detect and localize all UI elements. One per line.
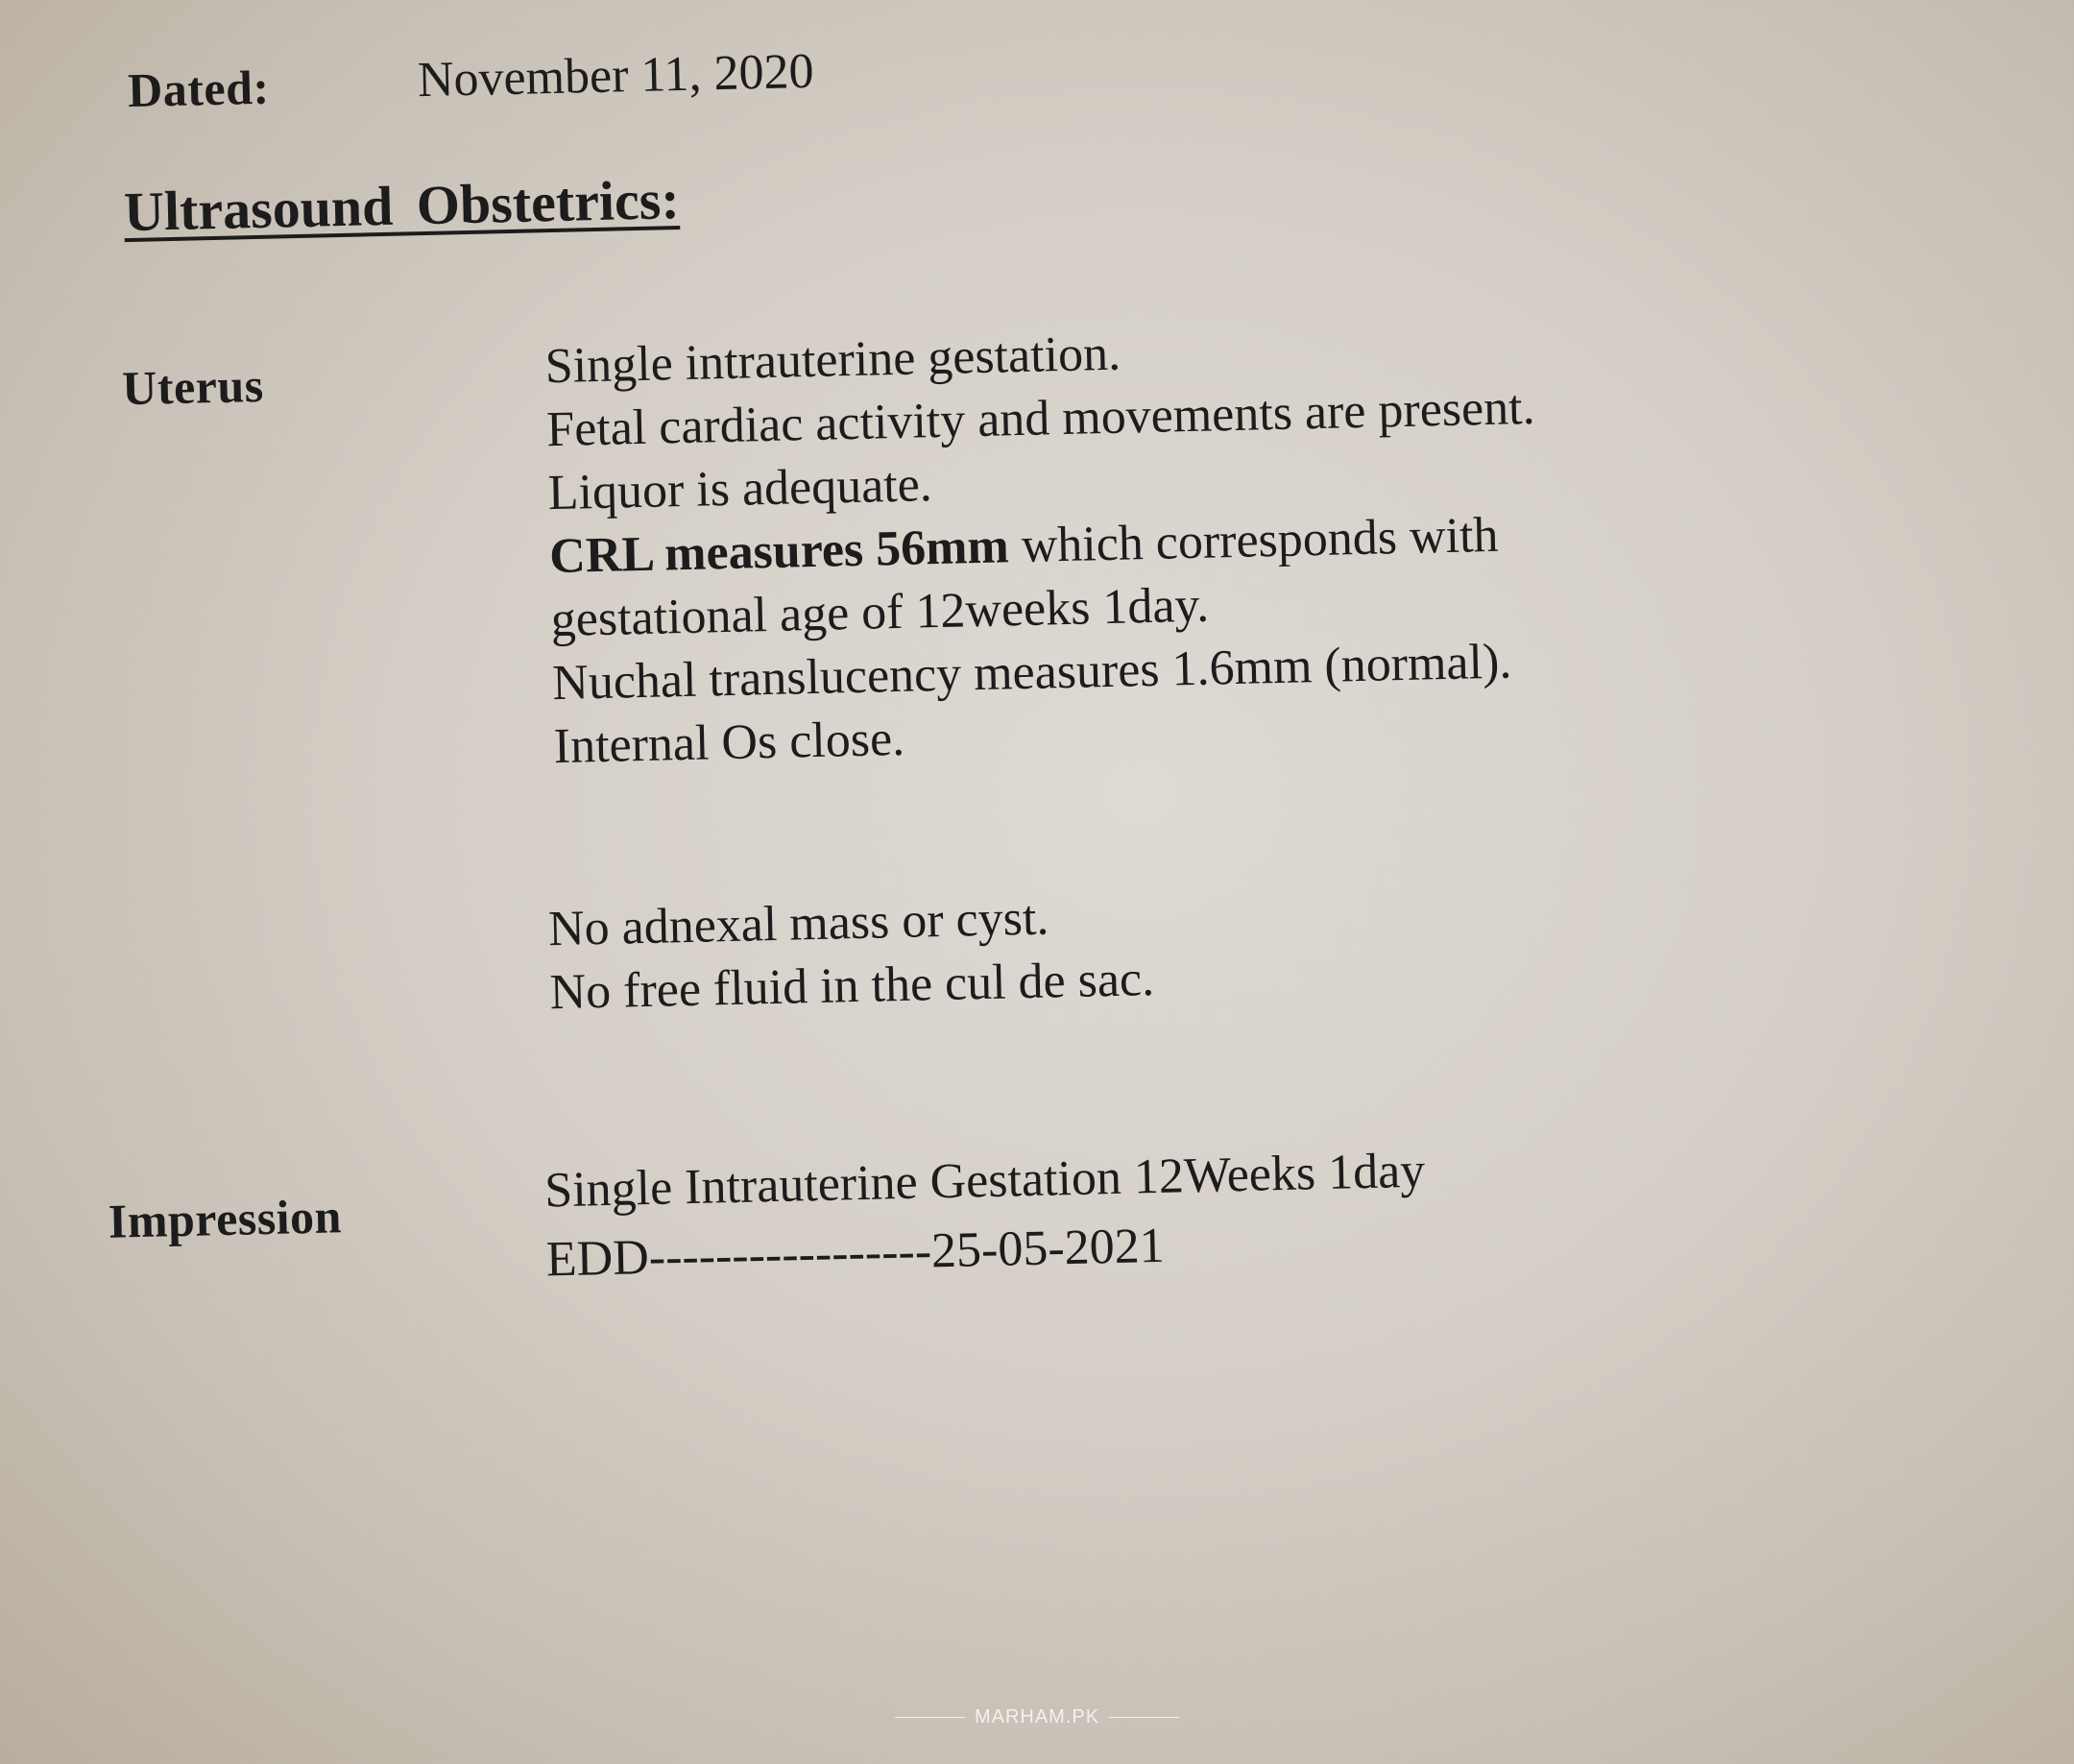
watermark-rule-right bbox=[1109, 1717, 1179, 1718]
impression-text bbox=[543, 1137, 1427, 1295]
uterus-findings bbox=[544, 313, 1543, 779]
watermark-text: MARHAM.PK bbox=[974, 1705, 1100, 1728]
uterus-label: Uterus bbox=[121, 357, 265, 416]
report-date: November 11, 2020 bbox=[417, 43, 815, 109]
watermark bbox=[895, 1705, 1179, 1728]
dated-label: Dated: bbox=[127, 60, 271, 117]
impression-summary: Single Intrauterine Gestation 12Weeks 1day bbox=[543, 1143, 1426, 1219]
finding-adnexal-mass: No adnexal mass or cyst. bbox=[547, 890, 1049, 957]
impression-label: Impression bbox=[108, 1189, 343, 1248]
watermark-rule-left bbox=[895, 1717, 965, 1718]
report-title: Ultrasound Obstetrics: bbox=[123, 168, 681, 244]
finding-gestational-age: gestational age of 12weeks 1day. bbox=[550, 577, 1210, 648]
finding-cardiac-activity: Fetal cardiac activity and movements are present. bbox=[545, 379, 1536, 458]
finding-gestation: Single intrauterine gestation. bbox=[544, 326, 1121, 395]
crl-correspondence: which corresponds with bbox=[1008, 507, 1500, 574]
finding-liquor: Liquor is adequate. bbox=[547, 457, 933, 521]
finding-nuchal-translucency: Nuchal translucency measures 1.6mm (normal). bbox=[551, 634, 1512, 712]
adnexa-findings bbox=[547, 884, 1154, 1025]
impression-edd: EDD-----------------25-05-2021 bbox=[545, 1218, 1166, 1288]
finding-internal-os: Internal Os close. bbox=[553, 711, 905, 775]
crl-measurement: CRL measures 56mm bbox=[548, 519, 1010, 585]
finding-free-fluid: No free fluid in the cul de sac. bbox=[548, 951, 1155, 1021]
